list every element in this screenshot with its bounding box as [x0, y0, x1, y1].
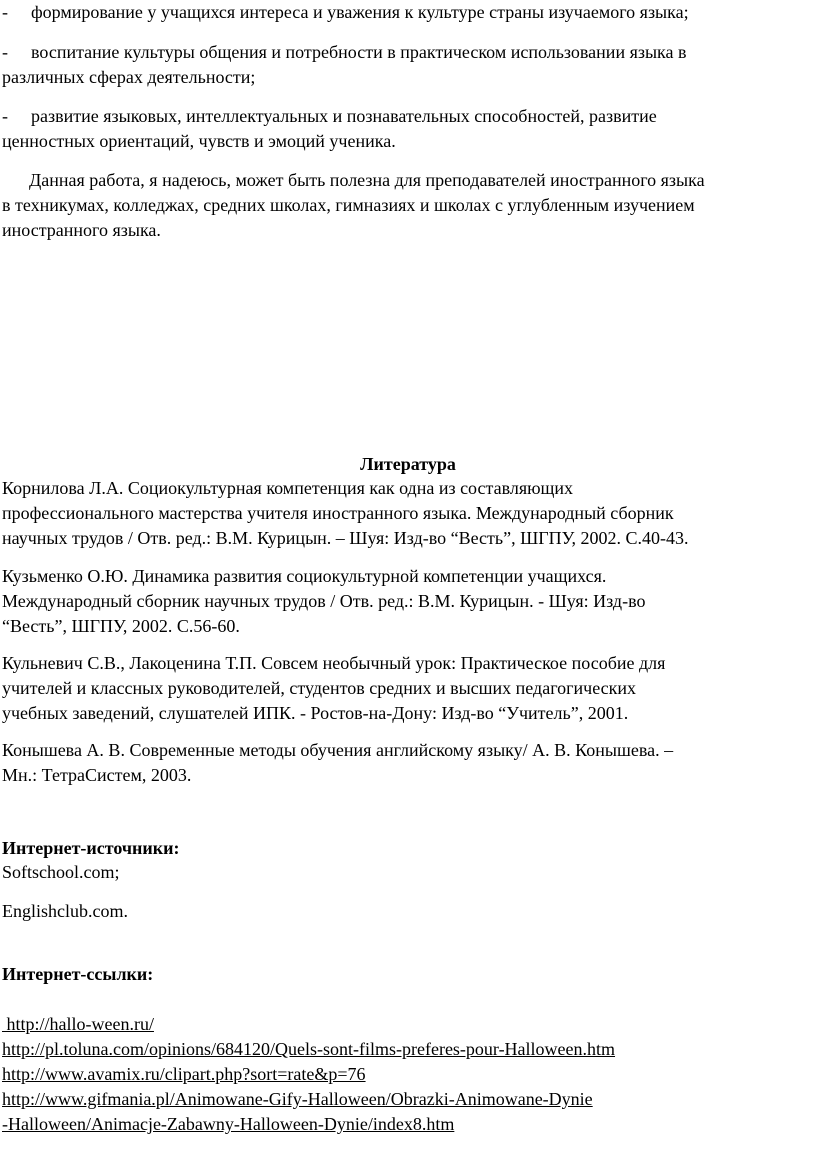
- bullet-line: [2, 104, 814, 129]
- reference-line: Корнилова Л.А. Социокультурная компетенция как одна из составляющих: [2, 478, 574, 498]
- literature-heading: Литература: [360, 454, 456, 474]
- link[interactable]: http://hallo-ween.ru/: [2, 1014, 154, 1034]
- bullet-text: развитие языковых, интеллектуальных и познавательных способностей, развитие: [31, 106, 657, 126]
- reference-line: учителей и классных руководителей, студентов средних и высших педагогических: [2, 678, 637, 698]
- paragraph-line: иностранного языка.: [2, 220, 161, 240]
- reference-line: научных трудов / Отв. ред.: В.М. Курицын. – Шуя: Изд-во “Весть”, ШГПУ, 2002. С.40-43.: [2, 528, 689, 548]
- link[interactable]: http://pl.toluna.com/opinions/684120/Quels-sont-films-preferes-pour-Halloween.htm: [2, 1039, 616, 1059]
- reference-item: [2, 476, 814, 551]
- link[interactable]: -Halloween/Animacje-Zabawny-Halloween-Dynie/index8.htm: [2, 1114, 455, 1134]
- bullet-item: [2, 0, 814, 25]
- reference-line: Международный сборник научных трудов / Отв. ред.: В.М. Курицын. - Шуя: Изд-во: [2, 591, 646, 611]
- bullet-item: [2, 40, 814, 90]
- bullet-item: [2, 104, 814, 154]
- internet-source-item: Englishclub.com.: [2, 901, 128, 921]
- reference-item: [2, 651, 814, 726]
- bullet-line: [2, 0, 814, 25]
- dash: -: [2, 42, 8, 62]
- reference-item: [2, 738, 814, 788]
- reference-line: учебных заведений, слушателей ИПК. - Ростов-на-Дону: Изд-во “Учитель”, 2001.: [2, 703, 629, 723]
- bullet-line: [2, 40, 814, 65]
- reference-line: Кульневич С.В., Лакоценина Т.П. Совсем необычный урок: Практическое пособие для: [2, 653, 666, 673]
- reference-line: профессионального мастерства учителя иностранного языка. Международный сборник: [2, 503, 674, 523]
- bullet-text: различных сферах деятельности;: [2, 67, 256, 87]
- reference-line: “Весть”, ШГПУ, 2002. С.56-60.: [2, 616, 240, 636]
- link-row: [2, 1012, 814, 1037]
- link[interactable]: http://www.gifmania.pl/Animowane-Gify-Halloween/Obrazki-Animowane-Dynie: [2, 1089, 593, 1109]
- internet-links-list: [2, 1012, 814, 1137]
- reference-line: Кузьменко О.Ю. Динамика развития социокультурной компетенции учащихся.: [2, 566, 607, 586]
- internet-source-item: Softschool.com;: [2, 862, 120, 882]
- dash: -: [2, 2, 8, 22]
- reference-line: Мн.: ТетраСистем, 2003.: [2, 765, 192, 785]
- intro-paragraph: [2, 168, 814, 243]
- internet-sources-heading: Интернет-источники:: [2, 838, 180, 858]
- link[interactable]: http://www.avamix.ru/clipart.php?sort=rate&p=76: [2, 1064, 366, 1084]
- bullet-text: воспитание культуры общения и потребности в практическом использовании языка в: [31, 42, 687, 62]
- reference-item: [2, 564, 814, 639]
- internet-links-heading: Интернет-ссылки:: [2, 964, 154, 984]
- dash: -: [2, 106, 8, 126]
- reference-line: Конышева А. В. Современные методы обучения английскому языку/ А. В. Конышева. –: [2, 740, 674, 760]
- bullet-text: ценностных ориентаций, чувств и эмоций ученика.: [2, 131, 396, 151]
- paragraph-line: в техникумах, колледжах, средних школах, гимназиях и школах с углубленным изучением: [2, 195, 695, 215]
- bullet-text: формирование у учащихся интереса и уважения к культуре страны изучаемого языка;: [31, 2, 689, 22]
- paragraph-line: Данная работа, я надеюсь, может быть полезна для преподавателей иностранного языка: [29, 170, 705, 190]
